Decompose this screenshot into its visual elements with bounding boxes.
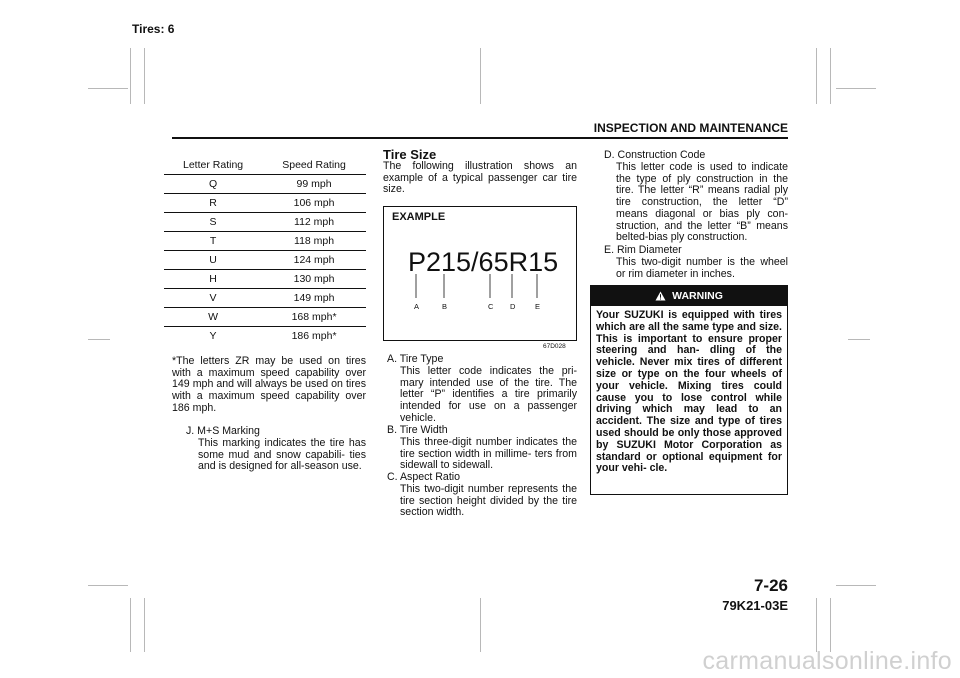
table-row [164, 194, 366, 213]
table-header-row [164, 156, 366, 175]
watermark: carmanualsonline.info [702, 647, 952, 675]
item-j-text: This marking indicates the tire has some mud and snow capabili- ties and is designed for all-season use. [198, 437, 366, 473]
column-header: Letter Rating [164, 156, 262, 175]
letter-cell: S [164, 213, 262, 232]
table-row [164, 308, 366, 327]
crop-mark [830, 48, 831, 104]
tire-size-figure [383, 206, 577, 341]
section-heading: Tire Size [383, 147, 437, 162]
item-d-label: D. Construction Code [604, 149, 706, 161]
item-j-label: J. M+S Marking [186, 425, 260, 437]
page-number: 7-26 [753, 576, 788, 595]
letter-cell: V [164, 289, 262, 308]
warning-title: WARNING [672, 290, 723, 302]
item-a-label: A. Tire Type [387, 353, 444, 365]
speed-cell: 106 mph [262, 194, 366, 213]
letter-cell: U [164, 251, 262, 270]
table-row [164, 270, 366, 289]
callout-letter: B [442, 302, 448, 311]
item-b-text: This three-digit number indicates the tire section width in millime- ters from sidewall to sidewall. [400, 436, 577, 472]
item-e-text: This two-digit number is the wheel or rim diameter in inches. [616, 256, 788, 280]
section-label: Tires: 6 [132, 22, 175, 36]
crop-mark [144, 598, 145, 652]
speed-cell: 118 mph [262, 232, 366, 251]
tire-size-code: P215/65R15 [408, 247, 559, 277]
callout-letter: A [414, 302, 420, 311]
figure-id: 67D028 [543, 343, 566, 350]
table-row [164, 289, 366, 308]
letter-cell: H [164, 270, 262, 289]
column-header: Speed Rating [262, 156, 366, 175]
item-d-text: This letter code is used to indicate the type of ply construction in the tire. The letter “R” means radial ply tire construction, the letter “D” means diagonal or bias ply con- struction, and the letter “B” means belted-bias ply construction. [616, 161, 788, 244]
speed-cell: 130 mph [262, 270, 366, 289]
table-row [164, 213, 366, 232]
chapter-title: INSPECTION AND MAINTENANCE [593, 121, 788, 135]
warning-text: Your SUZUKI is equipped with tires which are all the same type and size. This is important to ensure proper steering and han- dling of the vehicle. Never mix tires of different size or type on the four wheels of your vehicle. Mixing tires could cause you to lose control while driving which may lead to an accident. The size and type of tires used should be only those approved by SUZUKI Motor Corporation as standard or optional equipment for your vehi- cle. [596, 309, 782, 475]
table-row [164, 175, 366, 194]
crop-mark [480, 48, 481, 104]
zr-footnote: *The letters ZR may be used on tires with a maximum speed capability over 149 mph and will always be used on tires with a maximum speed capability over 186 mph. [172, 355, 366, 414]
crop-mark [816, 48, 817, 104]
item-c-label: C. Aspect Ratio [387, 471, 461, 483]
callout-letter: D [510, 302, 516, 311]
item-b-label: B. Tire Width [387, 424, 448, 436]
crop-mark [848, 339, 870, 340]
header-rule [172, 137, 788, 139]
figure-label: EXAMPLE [392, 211, 446, 223]
item-c-text: This two-digit number represents the tire section height divided by the tire section width. [400, 483, 577, 519]
warning-box [590, 285, 788, 495]
crop-mark [130, 48, 131, 104]
speed-cell: 168 mph* [262, 308, 366, 327]
speed-cell: 149 mph [262, 289, 366, 308]
table-row [164, 327, 366, 346]
table-row [164, 232, 366, 251]
speed-cell: 124 mph [262, 251, 366, 270]
letter-cell: W [164, 308, 262, 327]
crop-mark [836, 88, 876, 89]
letter-cell: T [164, 232, 262, 251]
crop-mark [816, 598, 817, 652]
warning-header [591, 286, 787, 306]
crop-mark [144, 48, 145, 104]
letter-cell: Q [164, 175, 262, 194]
speed-cell: 112 mph [262, 213, 366, 232]
letter-cell: Y [209, 330, 217, 342]
warning-icon [655, 291, 666, 301]
callout-letter: C [488, 302, 494, 311]
table-row [164, 251, 366, 270]
speed-cell: 186 mph* [291, 330, 337, 342]
document-code: 79K21-03E [722, 598, 788, 613]
crop-mark [88, 88, 128, 89]
speed-rating-table [164, 156, 366, 345]
callout-letter: E [535, 302, 541, 311]
crop-mark [480, 598, 481, 652]
letter-cell: R [164, 194, 262, 213]
tire-code-diagram [384, 207, 576, 340]
crop-mark [130, 598, 131, 652]
item-a-text: This letter code indicates the pri- mary intended use of the tire. The letter “P” identifies a tire primarily intended for use on a passenger vehicle. [400, 365, 577, 424]
speed-cell: 99 mph [262, 175, 366, 194]
intro-paragraph: The following illustration shows an example of a typical passenger car tire size. [383, 160, 577, 196]
item-e-label: E. Rim Diameter [604, 244, 682, 256]
crop-mark [88, 339, 110, 340]
crop-mark [830, 598, 831, 652]
crop-mark [88, 585, 128, 586]
crop-mark [836, 585, 876, 586]
